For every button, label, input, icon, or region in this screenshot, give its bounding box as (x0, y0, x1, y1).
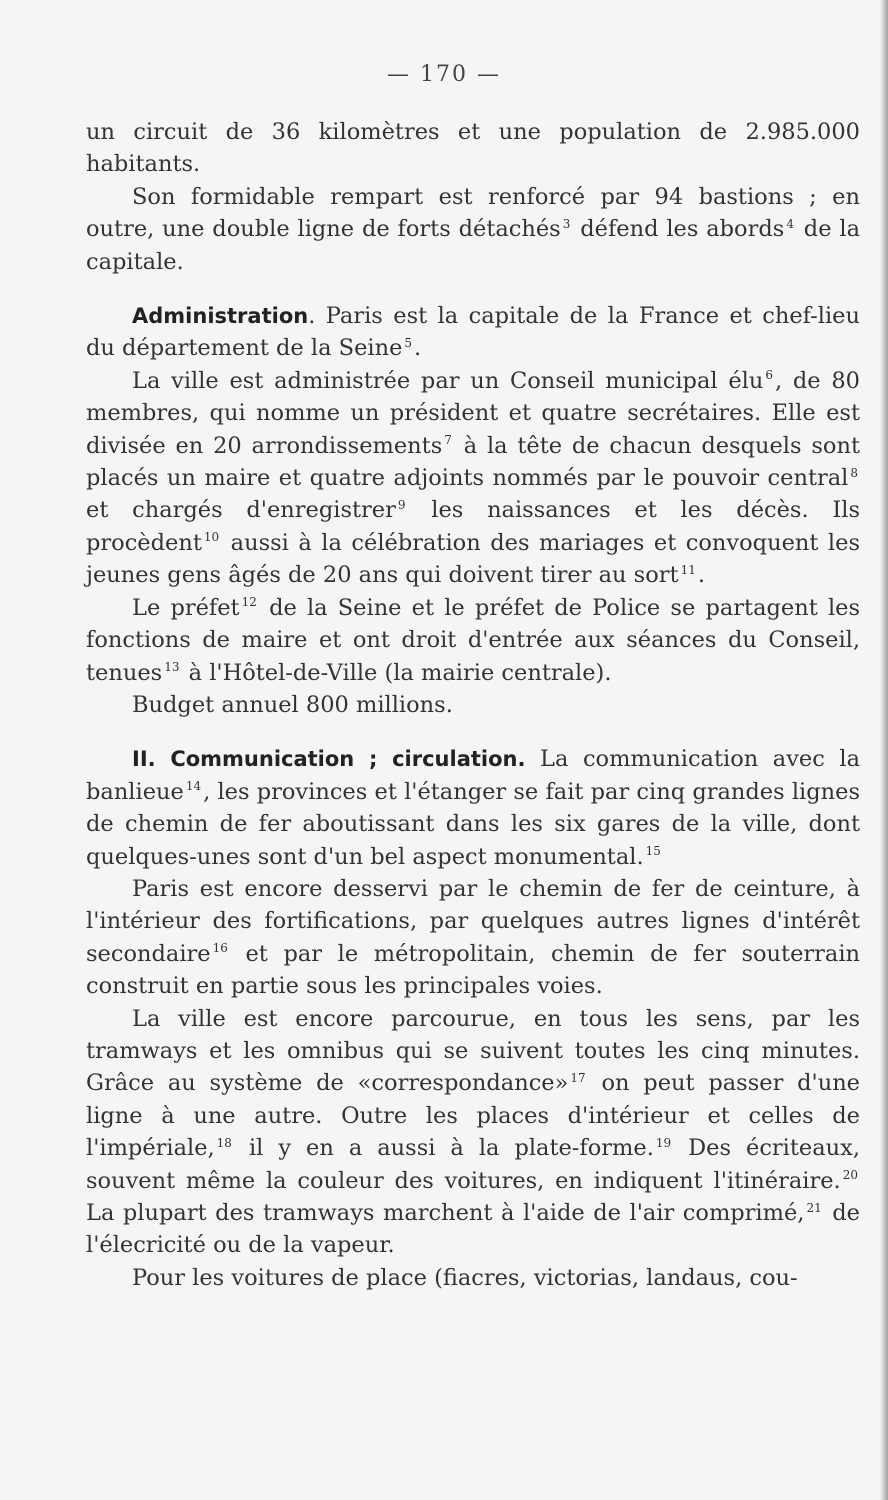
text-run: Son formidable rempart est renforcé par 94 bastions ; en outre, une double ligne de forts détachés (86, 183, 860, 243)
text-run: de la capitale. (86, 216, 860, 275)
footnote-marker: 9 (397, 497, 406, 512)
text-run: défend les abords (572, 216, 785, 243)
page-edge-shadow (880, 0, 888, 1500)
text-run: . Paris est la capitale de la France et chef-lieu du département de la Seine (86, 303, 860, 362)
footnote-marker: 13 (164, 660, 180, 674)
text-run: Pour les voitures de place (fiacres, victorias, landaus, cou- (132, 1264, 798, 1291)
footnote-marker: 12 (241, 595, 257, 610)
paragraph (86, 873, 860, 1003)
text-run: Budget annuel 800 millions. (132, 691, 453, 718)
footnote-marker: 14 (185, 779, 202, 794)
text-run: à l'Hôtel-de-Ville (la mairie centrale). (181, 659, 612, 686)
paragraph (86, 116, 860, 181)
footnote-marker: 16 (212, 941, 228, 956)
paragraph (86, 181, 860, 278)
footnote-marker: 15 (645, 844, 661, 859)
footnote-marker: 10 (203, 530, 220, 545)
footnote-marker: 11 (680, 562, 696, 577)
text-run: et par le métropolitain, chemin de fer souterrain construit en partie sous les principales voies. (86, 940, 860, 1000)
paragraph (86, 689, 860, 721)
footnote-marker: 17 (570, 1070, 586, 1085)
text-run: aussi à la célébration des mariages et convoquent les jeunes gens âgés de 20 ans qui doivent tirer au sort (86, 529, 860, 589)
paragraph (86, 1262, 860, 1294)
footnote-marker: 19 (655, 1135, 672, 1150)
page-number: — 170 — (387, 62, 501, 87)
text-run: Le préfet (132, 594, 240, 621)
text-run: La communication avec la banlieue (86, 746, 861, 805)
text-run: Paris est encore desservi par le chemin de fer de ceinture, à l'intérieur des fortifications, par quelques autres lignes d'intérêt secondaire (86, 875, 860, 967)
section-heading: II. Communication ; circulation. (132, 747, 526, 772)
text-run: , les provinces et l'étanger se fait par cinq grandes lignes de chemin de fer aboutissant dans les six gares de la ville, dont quelques-unes sont d'un bel aspect monumental. (86, 778, 860, 870)
footnote-marker: 4 (786, 216, 794, 231)
text-run: il y en a aussi à la plate-forme. (233, 1135, 654, 1162)
footnote-marker: 21 (806, 1200, 822, 1215)
text-run: les naissances et les décès. Ils procèdent (86, 497, 861, 556)
paragraph (86, 365, 860, 592)
footnote-marker: 7 (444, 433, 452, 448)
text-run: un circuit de 36 kilomètres et une population de 2.985.000 habitants. (86, 119, 860, 178)
footnote-marker: 6 (765, 368, 773, 383)
text-run: . (414, 335, 422, 362)
paragraph (86, 743, 860, 873)
text-run: à la tête de chacun desquels sont placés un maire et quatre adjoints nommés par le pouvoir central (86, 432, 860, 492)
footnote-marker: 3 (562, 216, 571, 231)
paragraph (86, 1003, 860, 1262)
text-run: La plupart des tramways marchent à l'aide de l'air comprimé, (86, 1200, 805, 1226)
body-text (86, 116, 860, 1294)
text-run: de l'élecricité ou de la vapeur. (86, 1200, 860, 1259)
footnote-marker: 8 (850, 465, 858, 480)
footnote-marker: 20 (842, 1168, 858, 1183)
section-heading: Administration (132, 304, 309, 329)
text-run: de la Seine et le préfet de Police se partagent les fonctions de maire et ont droit d'entrée aux séances du Conseil, tenues (86, 594, 860, 686)
text-run: , de 80 membres, qui nomme un président et quatre secrétaires. Elle est divisée en 20 arrondissements (86, 367, 860, 459)
text-run: Des écriteaux, souvent même la couleur des voitures, en indiquent l'itinéraire. (86, 1135, 860, 1194)
text-run: et chargés d'enregistrer (86, 497, 396, 524)
text-run: La ville est administrée par un Conseil municipal élu (132, 367, 764, 394)
footnote-marker: 18 (216, 1135, 232, 1150)
paragraph (86, 592, 860, 689)
text-run: La ville est encore parcourue, en tous les sens, par les tramways et les omnibus qui se suivent toutes les cinq minutes. Grâce au système de «correspondance» (86, 1005, 860, 1097)
text-run: on peut passer d'une ligne à une autre. Outre les places d'intérieur et celles de l'impériale, (86, 1070, 860, 1162)
footnote-marker: 5 (404, 335, 413, 350)
paragraph (86, 300, 860, 365)
text-run: . (697, 562, 705, 589)
